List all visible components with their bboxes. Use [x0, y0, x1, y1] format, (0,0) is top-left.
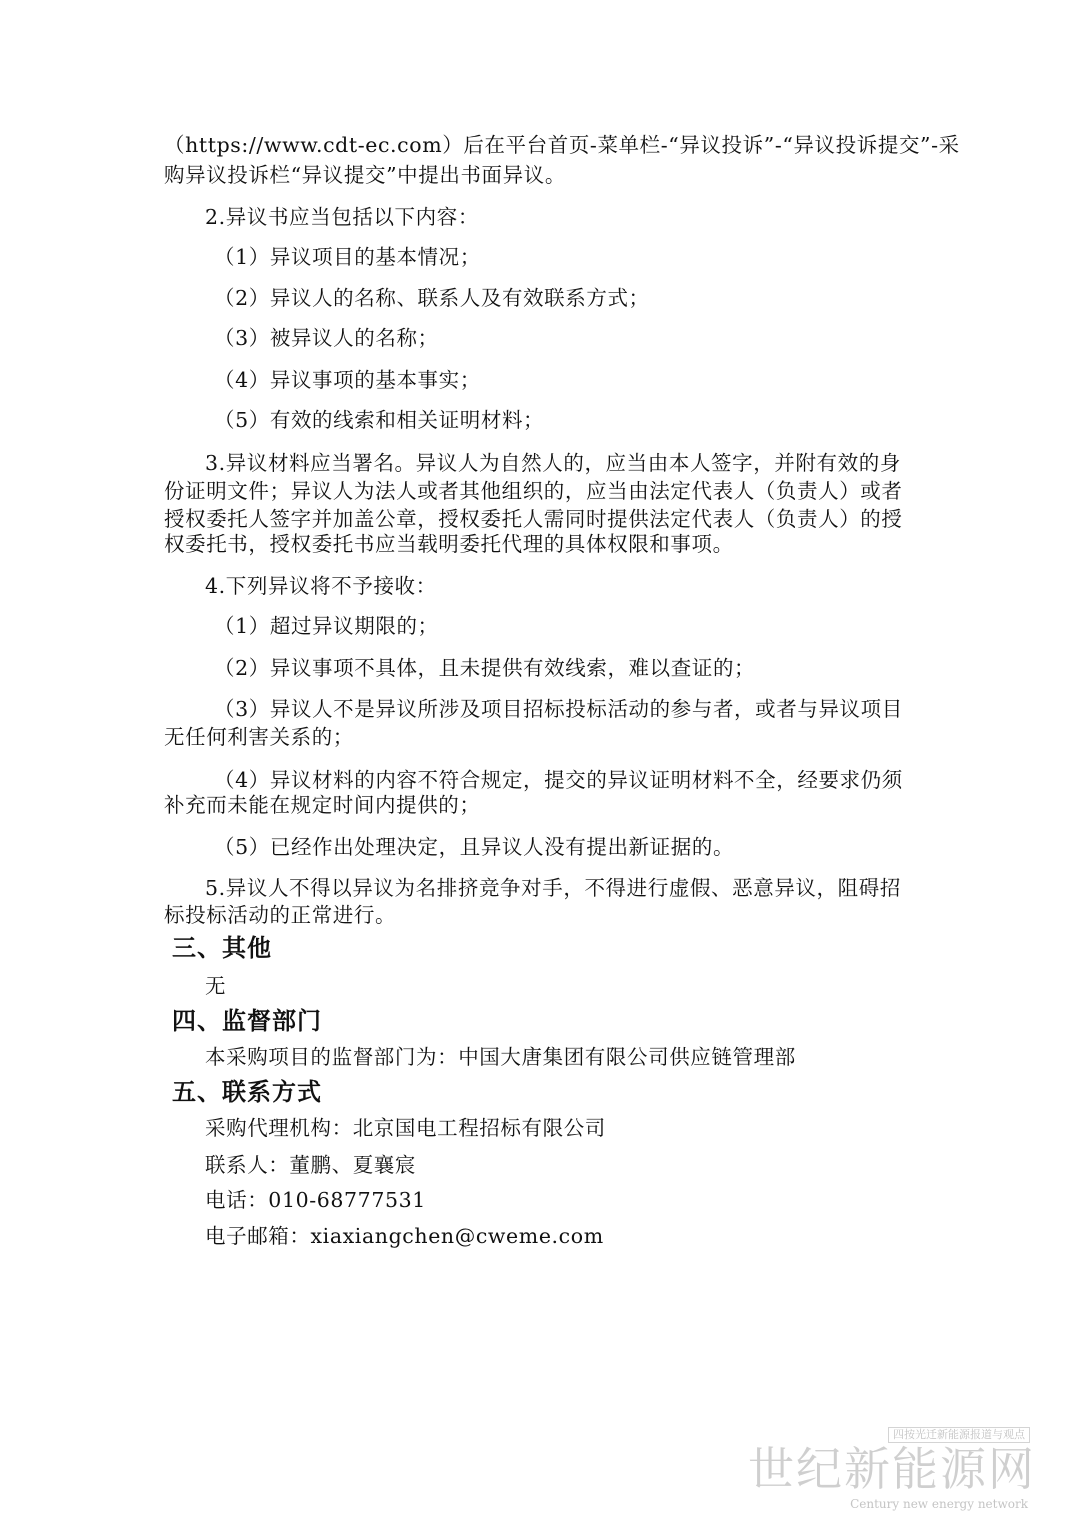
para-4-item-4-line-2: 补充而未能在规定时间内提供的；	[164, 793, 481, 817]
watermark-title: 世纪新能源网	[748, 1442, 1036, 1496]
contact-person: 联系人：董鹏、夏襄宸	[205, 1153, 416, 1177]
para-2-item: （1）异议项目的基本情况；	[214, 245, 481, 269]
section-4-body: 本采购项目的监督部门为：中国大唐集团有限公司供应链管理部	[205, 1045, 796, 1069]
watermark-subtitle: Century new energy network	[850, 1497, 1028, 1511]
contact-phone: 电话：010-68777531	[205, 1188, 426, 1212]
section-3-heading: 三、其他	[172, 934, 272, 962]
para-2-item: （5）有效的线索和相关证明材料；	[214, 408, 545, 432]
para-3-line: 权委托书，授权委托书应当载明委托代理的具体权限和事项。	[164, 532, 734, 556]
para-4-item-2: （2）异议事项不具体，且未提供有效线索，难以查证的；	[214, 656, 756, 680]
section-4-heading: 四、监督部门	[172, 1007, 322, 1035]
para-4-item-5: （5）已经作出处理决定，且异议人没有提出新证据的。	[214, 835, 735, 859]
section-5-heading: 五、联系方式	[172, 1078, 322, 1106]
para-2-item: （2）异议人的名称、联系人及有效联系方式；	[214, 286, 650, 310]
watermark-tagline: 四按光迁新能源报道与观点	[888, 1427, 1030, 1443]
para-1-line-2: 购异议投诉栏“异议提交”中提出书面异议。	[164, 163, 566, 187]
para-5-line-2: 标投标活动的正常进行。	[164, 903, 397, 927]
para-1-line-1: （https://www.cdt-ec.com）后在平台首页-菜单栏-“异议投诉”-“异议投诉提交”-采	[164, 133, 960, 157]
para-4-item-3-line-1: （3）异议人不是异议所涉及项目招标投标活动的参与者，或者与异议项目	[214, 697, 903, 721]
para-4-item-3-line-2: 无任何利害关系的；	[164, 725, 354, 749]
para-4-item-1: （1）超过异议期限的；	[214, 614, 439, 638]
contact-email: 电子邮箱：xiaxiangchen@cweme.com	[205, 1224, 604, 1248]
para-2-item: （3）被异议人的名称；	[214, 326, 439, 350]
para-3-line: 份证明文件；异议人为法人或者其他组织的，应当由法定代表人（负责人）或者	[164, 479, 903, 503]
para-3-line: 授权委托人签字并加盖公章，授权委托人需同时提供法定代表人（负责人）的授	[164, 507, 903, 531]
para-4-title: 4.下列异议将不予接收：	[205, 574, 437, 598]
para-3-line: 3.异议材料应当署名。异议人为自然人的，应当由本人签字，并附有效的身	[205, 451, 901, 475]
para-4-item-4-line-1: （4）异议材料的内容不符合规定，提交的异议证明材料不全，经要求仍须	[214, 768, 903, 792]
para-2-item: （4）异议事项的基本事实；	[214, 368, 481, 392]
section-3-body: 无	[205, 974, 227, 998]
contact-agency: 采购代理机构：北京国电工程招标有限公司	[205, 1116, 606, 1140]
para-5-line-1: 5.异议人不得以异议为名排挤竞争对手，不得进行虚假、恶意异议，阻碍招	[205, 876, 901, 900]
para-2-title: 2.异议书应当包括以下内容：	[205, 205, 479, 229]
watermark-logo	[748, 1427, 1036, 1513]
